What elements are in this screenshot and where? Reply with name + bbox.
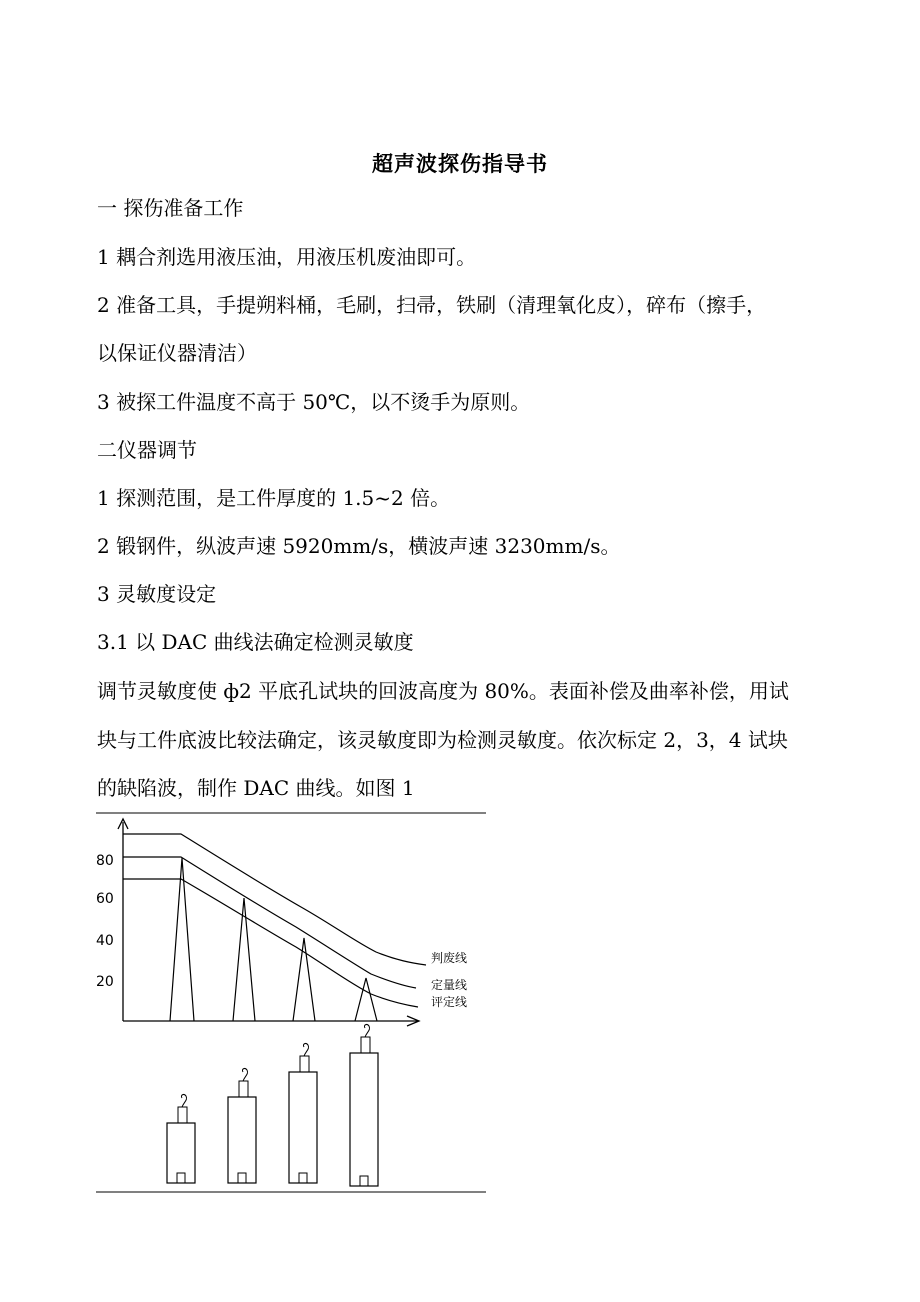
cable-icon — [364, 1025, 369, 1037]
echo-peak-1 — [170, 858, 194, 1021]
evaluation-curve — [123, 879, 418, 1007]
evaluation-curve-label: 评定线 — [431, 995, 468, 1009]
paragraph: 3 被探工件温度不高于 50℃，以不烫手为原则。 — [97, 390, 531, 414]
section-1-heading: 一 探伤准备工作 — [97, 196, 244, 220]
y-tick-label: 40 — [96, 933, 114, 949]
y-tick-label: 60 — [96, 891, 114, 907]
paragraph: 块与工件底波比较法确定，该灵敏度即为检测灵敏度。依次标定 2，3，4 试块 — [97, 728, 788, 752]
document-title: 超声波探伤指导书 — [372, 151, 548, 176]
section-2-heading: 二仪器调节 — [97, 438, 197, 462]
sizing-curve-label: 定量线 — [431, 978, 468, 992]
paragraph: 调节灵敏度使 ф2 平底孔试块的回波高度为 80%。表面补偿及曲率补偿，用试 — [97, 679, 789, 703]
paragraph: 以保证仪器清洁） — [97, 341, 257, 365]
reject-curve-label: 判废线 — [431, 951, 468, 965]
paragraph: 2 准备工具，手提朔料桶，毛刷，扫帚，铁刷（清理氧化皮），碎布（擦手， — [97, 293, 767, 317]
paragraph: 1 耦合剂选用液压油，用液压机废油即可。 — [97, 245, 477, 269]
paragraph: 1 探测范围，是工件厚度的 1.5~2 倍。 — [97, 486, 451, 510]
paragraph: 的缺陷波，制作 DAC 曲线。如图 1 — [97, 776, 415, 800]
dac-figure — [96, 812, 488, 1194]
y-tick-label: 20 — [96, 974, 114, 990]
dac-figure-svg — [96, 812, 488, 1194]
paragraph: 2 锻钢件，纵波声速 5920mm/s，横波声速 3230mm/s。 — [97, 534, 621, 558]
echo-peak-4 — [355, 978, 377, 1021]
y-tick-label: 80 — [96, 853, 114, 869]
paragraph: 3.1 以 DAC 曲线法确定检测灵敏度 — [97, 630, 414, 654]
sizing-curve — [123, 857, 416, 988]
test-block-2 — [228, 1069, 256, 1183]
test-block-1 — [167, 1095, 195, 1183]
test-block-4 — [350, 1025, 378, 1186]
cable-icon — [242, 1069, 247, 1081]
cable-icon — [303, 1044, 308, 1056]
cable-icon — [181, 1095, 186, 1107]
echo-peak-3 — [293, 938, 315, 1021]
test-block-3 — [289, 1044, 317, 1183]
reject-curve — [123, 834, 426, 965]
paragraph: 3 灵敏度设定 — [97, 582, 217, 606]
